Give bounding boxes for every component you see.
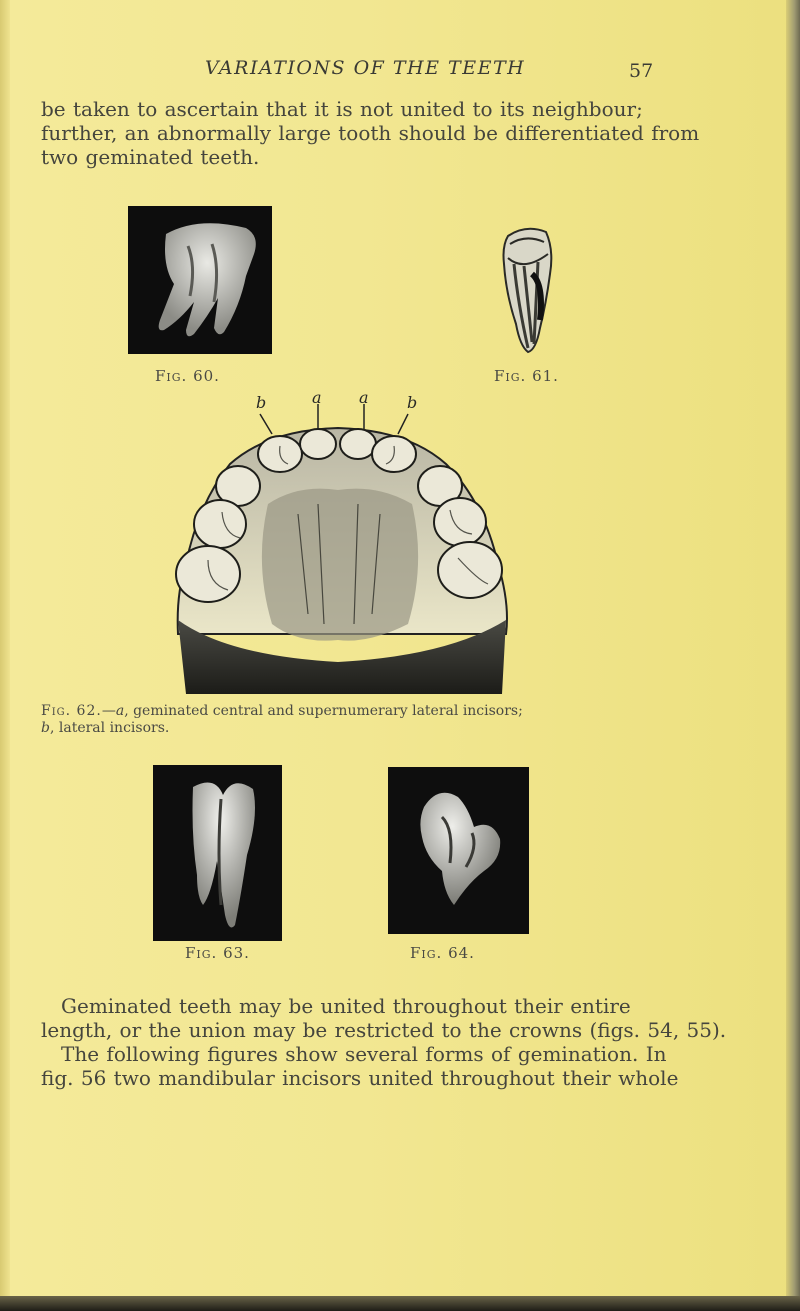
fig-62-label-b-left: b bbox=[256, 393, 267, 412]
paragraph-2-line: fig. 56 two mandibular incisors united throughout their whole bbox=[41, 1066, 679, 1090]
fig-62-label-b-right: b bbox=[407, 393, 418, 412]
paragraph-1-line: further, an abnormally large tooth should be differentiated from bbox=[41, 121, 700, 145]
fig-63-photo bbox=[153, 765, 282, 941]
page-edge-right bbox=[786, 0, 800, 1311]
fig-62-caption-dash: — bbox=[101, 703, 116, 719]
fig-64-caption: Fig. 64. bbox=[410, 944, 475, 962]
fig-60-photo bbox=[128, 206, 272, 354]
fig-62-label-a-right: a bbox=[359, 388, 369, 407]
page-gutter bbox=[0, 0, 10, 1296]
fig-62-caption bbox=[41, 703, 661, 737]
running-head: VARIATIONS OF THE TEETH bbox=[205, 57, 526, 79]
fig-62-illustration bbox=[168, 394, 518, 696]
paragraph-2-line: The following figures show several forms of gemination. In bbox=[61, 1042, 667, 1066]
paragraph-2-line: Geminated teeth may be united throughout their entire bbox=[61, 994, 631, 1018]
paragraph-1-line: two geminated teeth. bbox=[41, 145, 260, 169]
fig-62-label-a-left: a bbox=[312, 388, 322, 407]
paragraph-2 bbox=[41, 994, 727, 1090]
page-number: 57 bbox=[629, 60, 654, 82]
page-edge-bottom bbox=[0, 1296, 800, 1311]
paragraph-2-line: length, or the union may be restricted to the crowns (figs. 54, 55). bbox=[41, 1018, 727, 1042]
fig-62-caption-text-1: , geminated central and supernumerary lateral incisors; bbox=[124, 703, 523, 719]
fig-62-caption-text-2: , lateral incisors. bbox=[49, 720, 170, 736]
fig-62-caption-number: Fig. 62. bbox=[41, 703, 102, 719]
fig-62-caption-letter-a: a bbox=[115, 703, 125, 719]
fig-61-caption: Fig. 61. bbox=[494, 367, 559, 385]
fig-62-caption-letter-b: b bbox=[41, 720, 50, 736]
fig-61-illustration bbox=[496, 224, 556, 356]
paragraph-1 bbox=[41, 97, 700, 169]
fig-64-photo bbox=[388, 767, 529, 934]
fig-63-caption: Fig. 63. bbox=[185, 944, 250, 962]
fig-62-caption-line-1 bbox=[41, 703, 661, 720]
fig-62-caption-line-2 bbox=[41, 720, 661, 737]
paragraph-1-line: be taken to ascertain that it is not united to its neighbour; bbox=[41, 97, 643, 121]
fig-60-caption: Fig. 60. bbox=[155, 367, 220, 385]
